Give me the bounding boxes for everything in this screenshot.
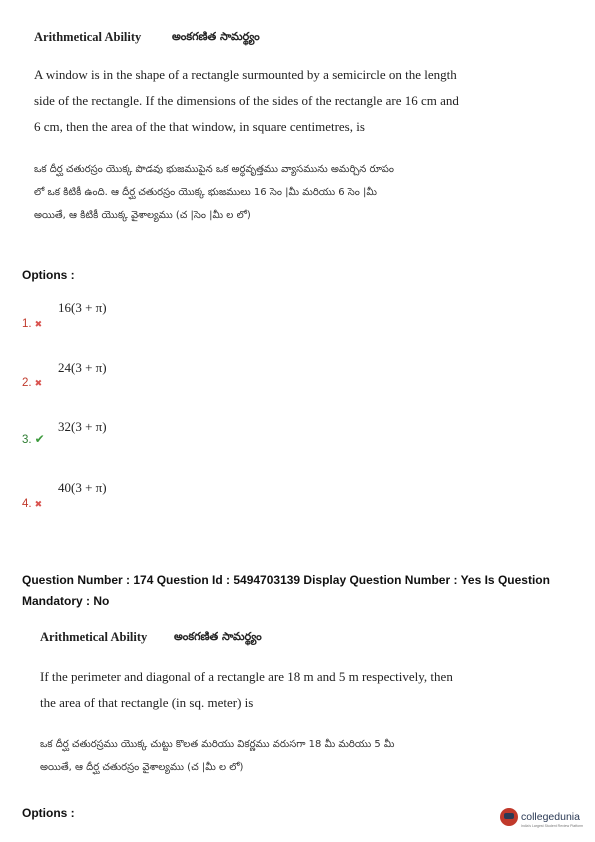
q2-meta-line-1: Question Number : 174 Question Id : 5494703139 Display Question Number : Yes Is Question	[22, 573, 550, 587]
q1-te-line-3: అయితే, ఆ కిటికీ యొక్క వైశాల్యము (చ |సెం |మీ ల లో)	[34, 210, 251, 221]
collegedunia-logo-icon	[500, 808, 518, 826]
q1-option-4-value: 40(3 + π)	[58, 480, 107, 495]
q2-subject-te: అంకగణిత సామర్థ్యం	[174, 630, 262, 643]
q2-meta-line-2: Mandatory : No	[22, 594, 110, 608]
wrong-cross-icon: ✖	[34, 379, 43, 389]
q1-option-4-number: 4.	[22, 498, 32, 510]
q2-meta	[22, 570, 582, 612]
q1-line-1: A window is in the shape of a rectangle surmounted by a semicircle on the length	[34, 67, 457, 82]
q1-line-2: side of the rectangle. If the dimensions of the sides of the rectangle are 16 cm and	[34, 93, 459, 108]
q2-options-label: Options :	[22, 806, 75, 820]
q1-question-te	[34, 158, 574, 227]
correct-check-icon: ✔	[34, 432, 45, 446]
q1-options-label: Options :	[22, 268, 75, 282]
q1-option-1-value: 16(3 + π)	[58, 300, 107, 315]
wrong-cross-icon: ✖	[34, 320, 43, 330]
q1-question-en	[34, 62, 574, 140]
q1-te-line-2: లో ఒక కిటికీ ఉంది. ఆ దీర్ఘ చతురస్రం యొక్క భుజములు 16 సెం |మీ మరియు 6 సెం |మీ	[34, 187, 378, 198]
q1-line-3: 6 cm, then the area of the that window, in square centimetres, is	[34, 119, 365, 134]
q1-option-1-number: 1.	[22, 318, 32, 330]
q2-question-en	[40, 664, 570, 716]
q1-option-2[interactable]	[22, 371, 42, 390]
q2-te-line-1: ఒక దీర్ఘ చతురస్రము యొక్క చుట్టు కొలత మరియు వికర్ణము వరుసగా 18 మీ మరియు 5 మీ	[40, 739, 395, 750]
q1-subject-en: Arithmetical Ability	[34, 30, 142, 44]
q1-option-3[interactable]	[22, 428, 45, 447]
q1-subject-te: అంకగణిత సామర్థ్యం	[172, 30, 260, 43]
q2-subject-en: Arithmetical Ability	[40, 630, 148, 644]
q1-option-3-value: 32(3 + π)	[58, 419, 107, 434]
q1-option-2-number: 2.	[22, 377, 32, 389]
q1-option-4[interactable]	[22, 492, 42, 511]
q1-te-line-1: ఒక దీర్ఘ చతురస్రం యొక్క పొడవు భుజముపైన ఒక అర్ధవృత్తము వ్యాసమును అమర్చిన రూపం	[34, 164, 394, 175]
q1-option-2-value: 24(3 + π)	[58, 360, 107, 375]
q2-question-te	[40, 733, 570, 779]
q1-option-3-number: 3.	[22, 434, 32, 446]
collegedunia-logo	[500, 808, 583, 828]
q2-te-line-2: అయితే, ఆ దీర్ఘ చతురస్రం వైశాల్యము (చ |మీ ల లో)	[40, 762, 244, 773]
logo-name: collegedunia	[521, 811, 580, 823]
q2-line-2: the area of that rectangle (in sq. meter) is	[40, 695, 254, 710]
q2-line-1: If the perimeter and diagonal of a rectangle are 18 m and 5 m respectively, then	[40, 669, 453, 684]
wrong-cross-icon: ✖	[34, 500, 43, 510]
logo-tagline: India's Largest Student Review Platform	[521, 824, 584, 828]
q1-option-1[interactable]	[22, 312, 42, 331]
